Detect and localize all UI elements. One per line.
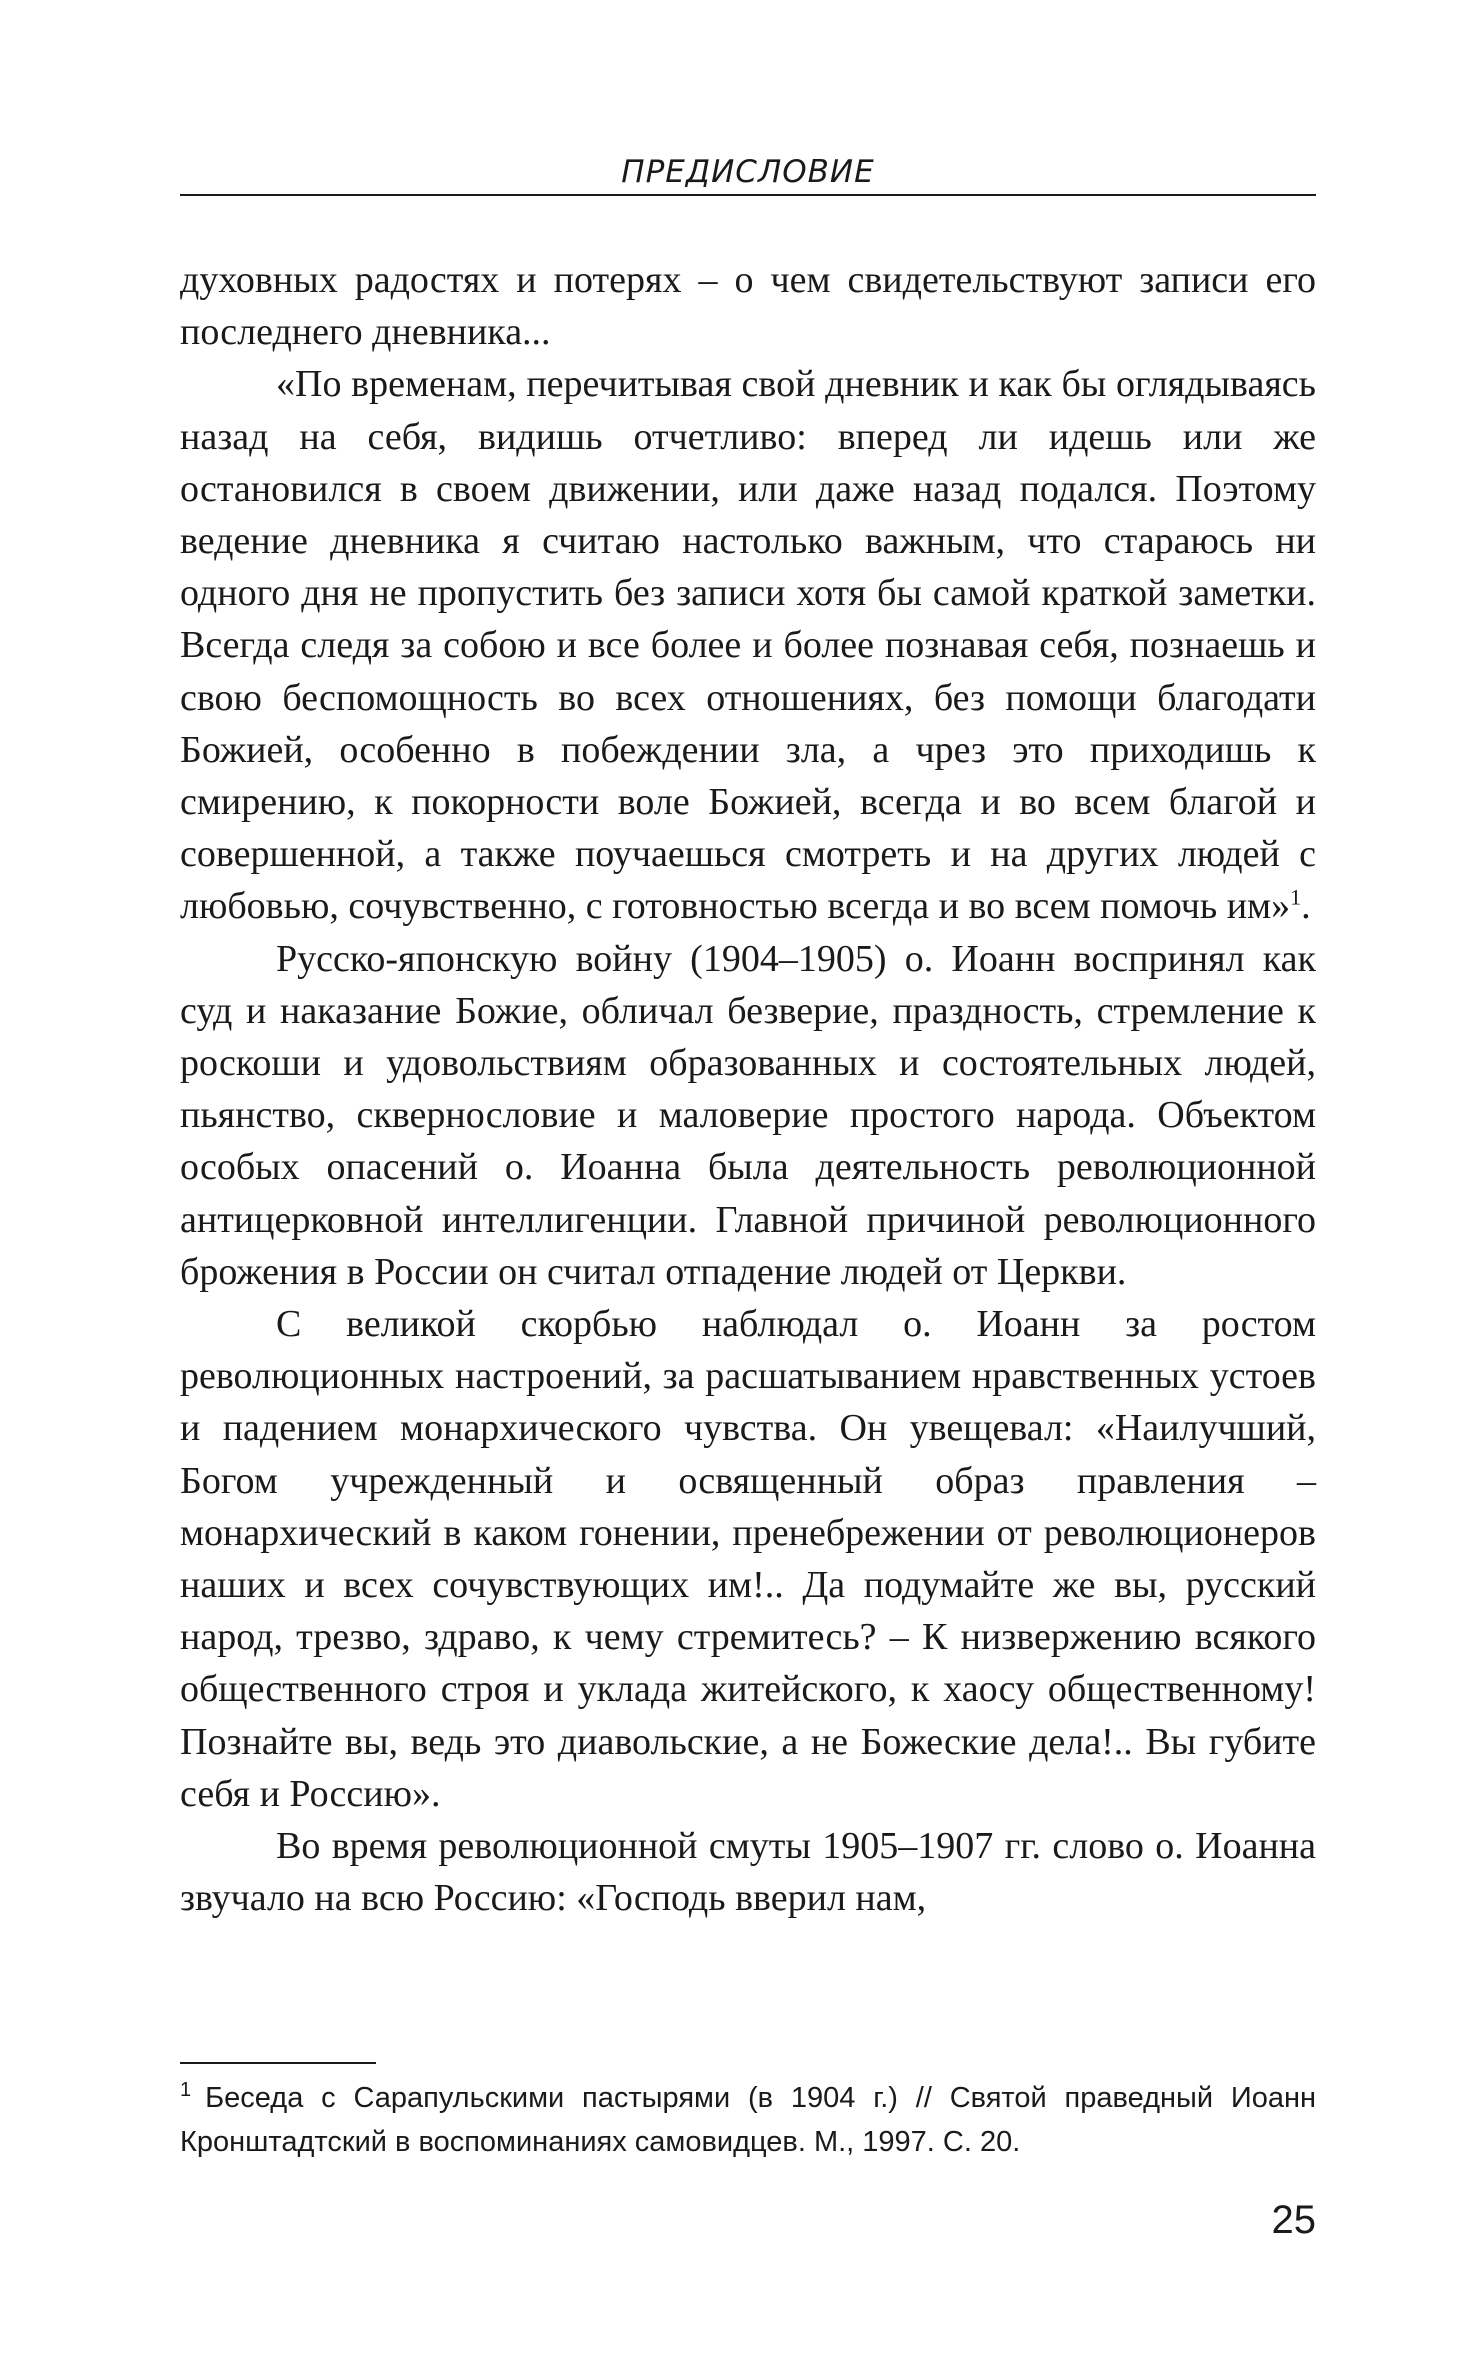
footnote-mark: 1 (180, 2079, 192, 2102)
footnote-reference[interactable]: 1 (1290, 884, 1302, 910)
paragraph: духовных радостях и потерях – о чем свидетельствуют записи его последнего дневника... (180, 259, 1316, 354)
body-text (180, 254, 1316, 1925)
running-header: ПРЕДИСЛОВИЕ (621, 154, 875, 190)
quote-text: «По временам, перечитывая свой дневник и как бы оглядываясь назад на себя, видишь отчетливо: вперед ли идешь или же остановился в своем движении, или даже назад подался. Поэтому ведение дневника я считаю настолько важным, что стараюсь ни одного дня не пропустить без записи хотя бы самой краткой заметки. Всегда следя за собою и все более и более познавая себя, познаешь и свою беспомощность во всех отношениях, без помощи благодати Божией, особенно в побеждении зла, а чрез это приходишь к смирению, к покорности воле Божией, всегда и во всем благой и совершенной, а также поучаешься смотреть и на других людей с любовью, сочувственно, с готовностью всегда и во всем помочь им» (180, 363, 1316, 928)
paragraph: С великой скорбью наблюдал о. Иоанн за ростом революционных настроений, за расшатыванием нравственных устоев и падением монархического чувства. Он увещевал: «Наилучший, Богом учрежденный и освященный образ правления – монархический в каком гонении, пренебрежении от революционеров наших и всех сочувствующих им!.. Да подумайте же вы, русский народ, трезво, здраво, к чему стремитесь? – К низвержению всякого общественного строя и уклада житейского, к хаосу общественному! Познайте вы, ведь это диавольские, а не Божеские дела!.. Вы губите себя и Россию». (180, 1303, 1316, 1815)
paragraph: Во время революционной смуты 1905–1907 гг. слово о. Иоанна звучало на всю Россию: «Господь вверил нам, (180, 1825, 1316, 1920)
footnote-rule (180, 2062, 376, 2064)
sentence-end: . (1301, 885, 1311, 928)
header-rule (180, 194, 1316, 196)
paragraph (180, 358, 1316, 932)
paragraph: Русско-японскую войну (1904–1905) о. Иоанн воспринял как суд и наказание Божие, обличал безверие, праздность, стремление к роскоши и удовольствиям образованных и состоятельных людей, пьянство, сквернословие и маловерие простого народа. Объектом особых опасений о. Иоанна была деятельность революционной антицерковной интеллигенции. Главной причиной революционного брожения в России он считал отпадение людей от Церкви. (180, 937, 1316, 1293)
book-page (180, 0, 1316, 2362)
footnote (180, 2076, 1316, 2164)
footnote-text: Беседа с Сарапульскими пастырями (в 1904 г.) // Святой праведный Иоанн Кронштадтский в воспоминаниях самовидцев. М., 1997. С. 20. (180, 2082, 1316, 2158)
page-number: 25 (1271, 2198, 1316, 2242)
